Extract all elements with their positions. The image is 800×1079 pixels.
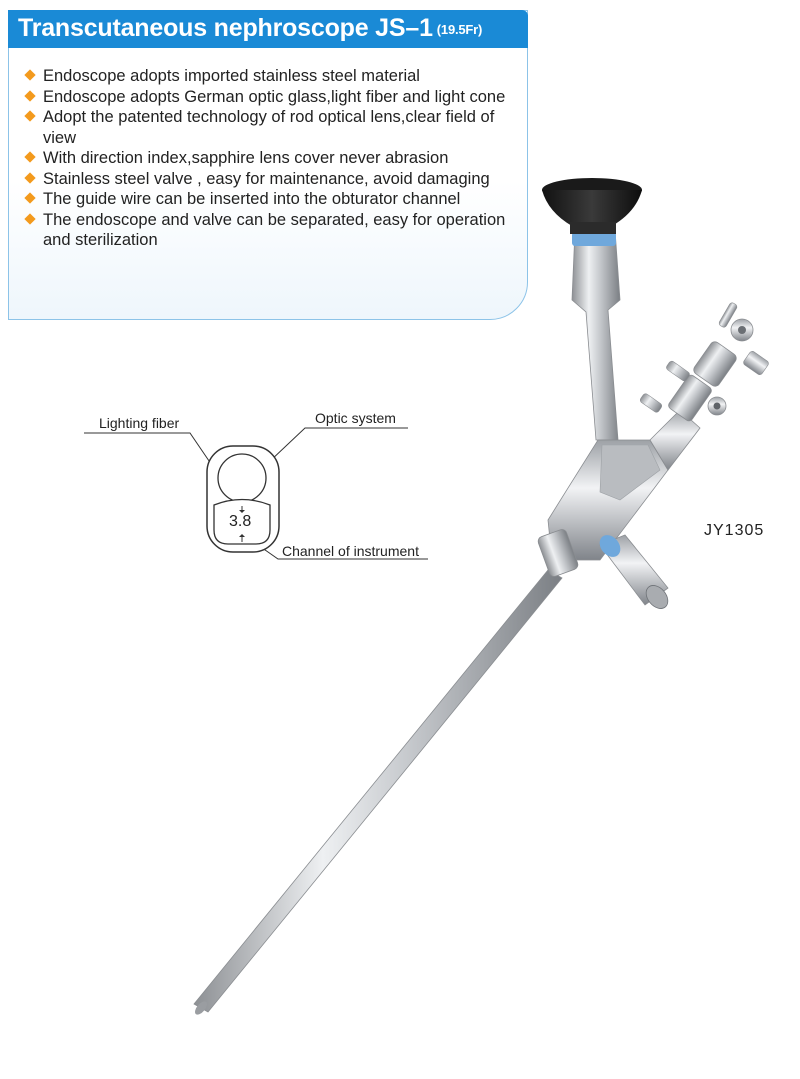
list-item: Endoscope adopts imported stainless steel material bbox=[24, 66, 524, 87]
lighting-fiber-label: Lighting fiber bbox=[99, 415, 180, 431]
optic-system-label: Optic system bbox=[315, 410, 396, 426]
valve-body bbox=[537, 440, 668, 578]
list-item: Endoscope adopts German optic glass,light fiber and light cone bbox=[24, 87, 524, 108]
eyepiece-tube bbox=[572, 230, 620, 440]
list-item: With direction index,sapphire lens cover never abrasion bbox=[24, 148, 524, 169]
list-item: The guide wire can be inserted into the obturator channel bbox=[24, 189, 524, 210]
channel-size-value: 3.8 bbox=[229, 513, 252, 530]
list-item: The endoscope and valve can be separated, easy for operation and sterilization bbox=[24, 210, 524, 251]
title-suffix: (19.5Fr) bbox=[436, 22, 483, 37]
eyepiece-cup bbox=[542, 178, 642, 234]
scope-shaft bbox=[193, 570, 562, 1017]
channel-label: Channel of instrument bbox=[282, 543, 419, 559]
side-port bbox=[595, 531, 672, 613]
stopcock-valve bbox=[639, 302, 769, 470]
blue-ring bbox=[572, 232, 616, 246]
list-item: Stainless steel valve , easy for maintenance, avoid damaging bbox=[24, 169, 524, 190]
page-title: Transcutaneous nephroscope JS–1 (19.5Fr) bbox=[18, 14, 483, 42]
list-item: Adopt the patented technology of rod optical lens,clear field of view bbox=[24, 107, 524, 148]
model-number: JY1305 bbox=[704, 522, 765, 539]
